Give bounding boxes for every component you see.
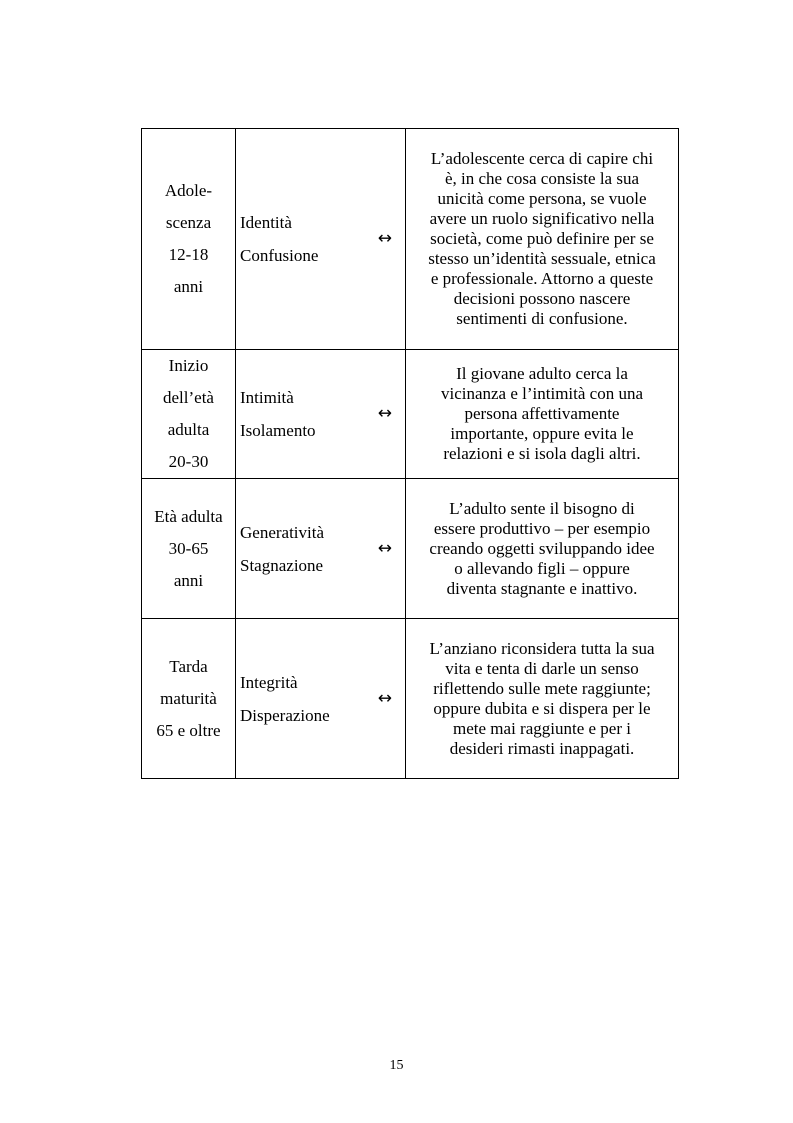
stage-description-line: essere produttivo – per esempio bbox=[433, 518, 651, 538]
stage-pole-negative: Isolamento bbox=[240, 421, 316, 440]
stage-pole-positive: Intimità bbox=[240, 388, 294, 407]
stage-pole-positive: Generatività bbox=[240, 522, 325, 542]
stage-description-line: L’adulto sente il bisogno di bbox=[449, 498, 635, 518]
bidirectional-arrow-icon: ↔ bbox=[377, 538, 392, 558]
stage-description-cell bbox=[406, 129, 679, 350]
stage-description-cell bbox=[406, 479, 679, 619]
stage-description-line: unicità come persona, se vuole bbox=[437, 189, 647, 208]
stage-description-line: o allevando figli – oppure bbox=[454, 558, 630, 578]
stage-age-line: scenza bbox=[165, 213, 212, 232]
stage-crisis-cell bbox=[236, 479, 406, 619]
stage-description-line: sentimenti di confusione. bbox=[456, 309, 628, 328]
stage-age-line: maturità bbox=[160, 688, 217, 708]
stage-description-cell bbox=[406, 619, 679, 779]
stage-description-line: società, come può definire per se bbox=[430, 229, 654, 248]
stage-pole-negative: Disperazione bbox=[240, 705, 330, 725]
stage-pole-negative: Confusione bbox=[240, 246, 319, 265]
stage-description-line: e professionale. Attorno a queste bbox=[430, 269, 654, 288]
stage-description-line: L’anziano riconsidera tutta la sua bbox=[429, 638, 655, 658]
stage-age-line: 20-30 bbox=[168, 452, 209, 471]
stage-pole-positive: Identità bbox=[240, 213, 292, 232]
stage-age-line: Età adulta bbox=[154, 506, 223, 526]
development-stages-table bbox=[141, 128, 679, 779]
stage-description-line: è, in che cosa consiste la sua bbox=[444, 169, 639, 188]
stage-age-line: 12-18 bbox=[168, 245, 209, 264]
stage-age-cell bbox=[142, 350, 236, 479]
stage-description-line: creando oggetti sviluppando idee bbox=[429, 538, 655, 558]
stage-crisis-cell bbox=[236, 129, 406, 350]
stage-description-line: avere un ruolo significativo nella bbox=[429, 209, 655, 228]
stage-age-line: Adole- bbox=[164, 181, 213, 200]
stage-age-cell bbox=[142, 619, 236, 779]
stage-crisis-cell bbox=[236, 619, 406, 779]
stage-description-line: oppure dubita e si dispera per le bbox=[433, 698, 651, 718]
stage-age-line: anni bbox=[173, 570, 204, 590]
stage-description-line: persona affettivamente bbox=[464, 404, 620, 423]
stage-crisis-cell bbox=[236, 350, 406, 479]
stage-description-line: vicinanza e l’intimità con una bbox=[440, 384, 644, 403]
stage-age-cell bbox=[142, 479, 236, 619]
stage-description-line: L’adolescente cerca di capire chi bbox=[430, 149, 654, 168]
stage-age-line: dell’età bbox=[163, 388, 214, 407]
stage-row bbox=[142, 350, 679, 479]
bidirectional-arrow-icon: ↔ bbox=[377, 688, 392, 708]
stage-description-line: riflettendo sulle mete raggiunte; bbox=[433, 678, 651, 698]
stage-description-line: Il giovane adulto cerca la bbox=[456, 364, 628, 383]
stage-description-line: importante, oppure evita le bbox=[450, 424, 634, 443]
stage-description-line: vita e tenta di darle un senso bbox=[445, 658, 639, 678]
stage-description-cell bbox=[406, 350, 679, 479]
stage-description-line: diventa stagnante e inattivo. bbox=[446, 578, 638, 598]
stage-age-line: Tarda bbox=[169, 656, 208, 676]
bidirectional-arrow-icon: ↔ bbox=[377, 228, 392, 249]
stage-age-line: 65 e oltre bbox=[156, 720, 221, 740]
stage-age-cell bbox=[142, 129, 236, 350]
stage-pole-positive: Integrità bbox=[240, 672, 298, 692]
stage-row bbox=[142, 129, 679, 350]
stage-description-line: relazioni e si isola dagli altri. bbox=[443, 444, 641, 463]
stage-description-line: stesso un’identità sessuale, etnica bbox=[428, 249, 656, 268]
stage-description-line: desideri rimasti inappagati. bbox=[449, 738, 635, 758]
stage-age-line: anni bbox=[173, 277, 204, 296]
bidirectional-arrow-icon: ↔ bbox=[377, 403, 392, 424]
page-number: 15 bbox=[389, 1058, 404, 1073]
stage-description-line: mete mai raggiunte e per i bbox=[453, 718, 631, 738]
stage-age-line: 30-65 bbox=[168, 538, 209, 558]
stage-age-line: Inizio bbox=[168, 356, 209, 375]
stage-pole-negative: Stagnazione bbox=[240, 555, 324, 575]
stage-description-line: decisioni possono nascere bbox=[453, 289, 631, 308]
stage-row bbox=[142, 619, 679, 779]
stage-row bbox=[142, 479, 679, 619]
stage-age-line: adulta bbox=[167, 420, 210, 439]
